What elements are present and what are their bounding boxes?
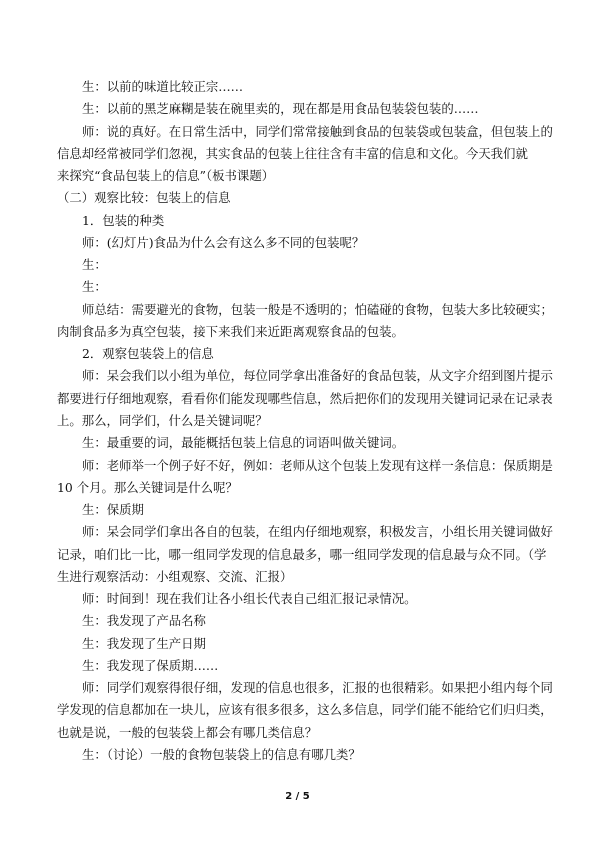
text-line: 生进行观察活动：小组观察、交流、汇报） bbox=[57, 569, 293, 584]
text-line: 生：保质期 bbox=[82, 502, 144, 517]
text-line: 学发现的信息都加在一块儿，应该有很多很多，这么多信息，同学们能不能给它们归归类， bbox=[57, 702, 553, 717]
text-line: 师：呆会我们以小组为单位，每位同学拿出准备好的食品包装，从文字介绍到图片提示 bbox=[82, 368, 553, 383]
subsection-heading: 2．观察包装袋上的信息 bbox=[82, 346, 214, 361]
text-line: 也就是说，一般的包装袋上都会有哪几类信息？ bbox=[57, 725, 318, 740]
section-heading: （二）观察比较：包装上的信息 bbox=[57, 190, 231, 205]
text-line: 肉制食品多为真空包装，接下来我们来近距离观察食品的包装。 bbox=[57, 324, 404, 339]
text-line: 生：（讨论）一般的食物包装袋上的信息有哪几类？ bbox=[82, 747, 361, 762]
text-line: 生： bbox=[82, 279, 107, 294]
text-line: 师：(幻灯片)食品为什么会有这么多不同的包装呢？ bbox=[82, 235, 365, 250]
text-line: 师总结：需要避光的食物，包装一般是不透明的；怕磕碰的食物，包装大多比较硬实； bbox=[82, 302, 553, 317]
text-line: 师：老师举一个例子好不好，例如：老师从这个包装上发现有这样一条信息：保质期是 bbox=[82, 458, 553, 473]
text-line: 上。那么，同学们，什么是关键词呢？ bbox=[57, 413, 268, 428]
text-line: 信息却经常被同学们忽视，其实食品的包装上往往含有丰富的信息和文化。今天我们就 bbox=[57, 146, 528, 161]
text-line: 生：最重要的词，最能概括包装上信息的词语叫做关键词。 bbox=[82, 435, 405, 450]
text-line: 师：呆会同学们拿出各自的包装，在组内仔细地观察，积极发言，小组长用关键词做好 bbox=[82, 524, 553, 539]
text-line: 都要进行仔细地观察，看看你们能发现哪些信息，然后把你们的发现用关键词记录在记录表 bbox=[57, 391, 553, 406]
text-line: 记录，咱们比一比，哪一组同学发现的信息最多，哪一组同学发现的信息最与众不同。（学 bbox=[57, 547, 547, 562]
page-number: 2 / 5 bbox=[285, 791, 310, 802]
text-line: 师：说的真好。在日常生活中，同学们常常接触到食品的包装袋或包装盒，但包装上的 bbox=[82, 124, 553, 139]
text-line: 生： bbox=[82, 257, 107, 272]
text-line: 师：时间到！现在我们让各小组长代表自己组汇报记录情况。 bbox=[82, 591, 417, 606]
text-line: 师：同学们观察得很仔细，发现的信息也很多，汇报的也很精彩。如果把小组内每个同 bbox=[82, 680, 553, 695]
text-line: 来探究“食品包装上的信息”（板书课题） bbox=[57, 168, 275, 183]
text-line: 生：以前的味道比较正宗…… bbox=[82, 79, 244, 94]
text-line: 生：我发现了保质期…… bbox=[82, 658, 219, 673]
subsection-heading: 1．包装的种类 bbox=[82, 213, 165, 228]
text-line: 生：以前的黑芝麻糊是装在碗里卖的，现在都是用食品包装袋包装的…… bbox=[82, 101, 479, 116]
text-line: 生：我发现了生产日期 bbox=[82, 636, 206, 651]
text-line: 生：我发现了产品名称 bbox=[82, 613, 206, 628]
text-line: 10 个月。那么关键词是什么呢？ bbox=[57, 480, 238, 495]
